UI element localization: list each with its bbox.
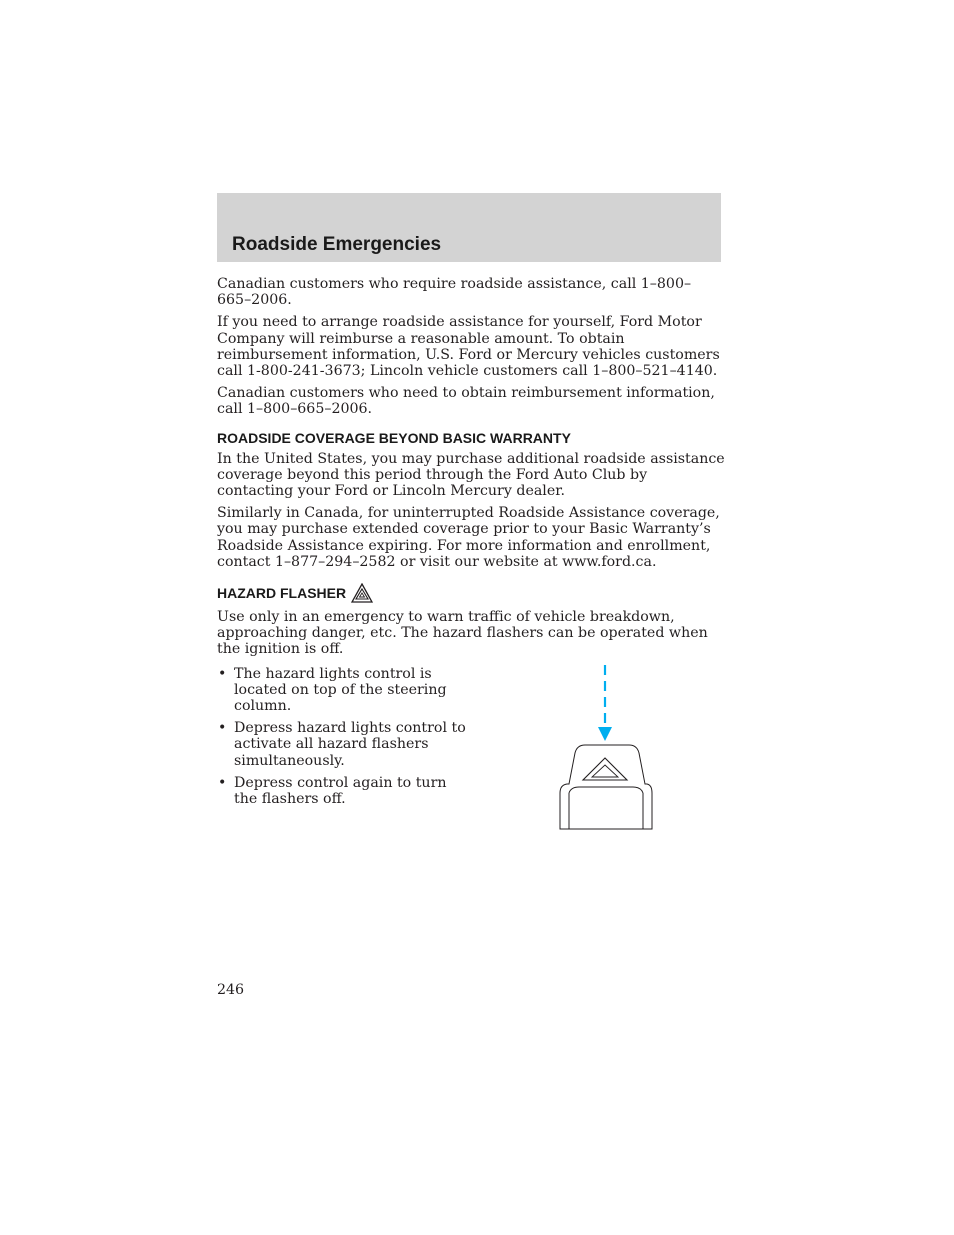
hazard-control-illustration [557, 661, 657, 831]
section-header-band [217, 193, 721, 262]
list-item [217, 666, 467, 715]
hazard-bullet-list [217, 666, 467, 808]
list-item [217, 775, 467, 807]
hazard-heading: HAZARD FLASHER [217, 585, 347, 602]
bullet-icon: • [218, 720, 227, 737]
bullet-icon: • [218, 774, 227, 791]
page-number: 246 [217, 982, 245, 998]
paragraph: If you need to arrange roadside assistance for yourself, Ford Motor Company will reimburse a reasonable amount. To obtain reimbursement information, U.S. Ford or Mercury vehicles customers call 1-800-241-3673; Lincoln vehicle customers call 1–800–521–4140. [217, 314, 720, 380]
list-item-text: Depress control again to turn the flashers off. [234, 774, 447, 808]
list-item [217, 720, 467, 769]
list-item-text: Depress hazard lights control to activate all hazard flashers simultaneously. [234, 720, 466, 769]
hazard-triangle-icon [351, 583, 373, 603]
paragraph: In the United States, you may purchase additional roadside assistance coverage beyond this period through the Ford Auto Club by contacting your Ford or Lincoln Mercury dealer. [217, 450, 725, 500]
section-title: Roadside Emergencies [232, 234, 442, 255]
page-content [217, 276, 725, 846]
hazard-intro: Use only in an emergency to warn traffic of vehicle breakdown, approaching danger, etc. The hazard flashers can be operated when the ignition is off. [217, 609, 708, 658]
hazard-heading-row [217, 583, 725, 603]
list-item-text: The hazard lights control is located on top of the steering column. [234, 665, 447, 715]
hazard-button-icon [560, 745, 652, 829]
paragraph: Canadian customers who need to obtain reimbursement information, call 1–800–665–2006. [217, 385, 715, 418]
pointer-arrow-icon [598, 665, 612, 741]
bullet-icon: • [218, 665, 227, 682]
paragraph: Similarly in Canada, for uninterrupted Roadside Assistance coverage, you may purchase extended coverage prior to your Basic Warranty’s Roadside Assistance expiring. For more information and enrollment, contact 1–877–294–2582 or visit our website at www.ford.ca. [217, 505, 720, 570]
hazard-bullets-block [217, 666, 725, 846]
paragraph: Canadian customers who require roadside assistance, call 1–800–665–2006. [217, 276, 692, 309]
coverage-heading: ROADSIDE COVERAGE BEYOND BASIC WARRANTY [217, 429, 571, 446]
